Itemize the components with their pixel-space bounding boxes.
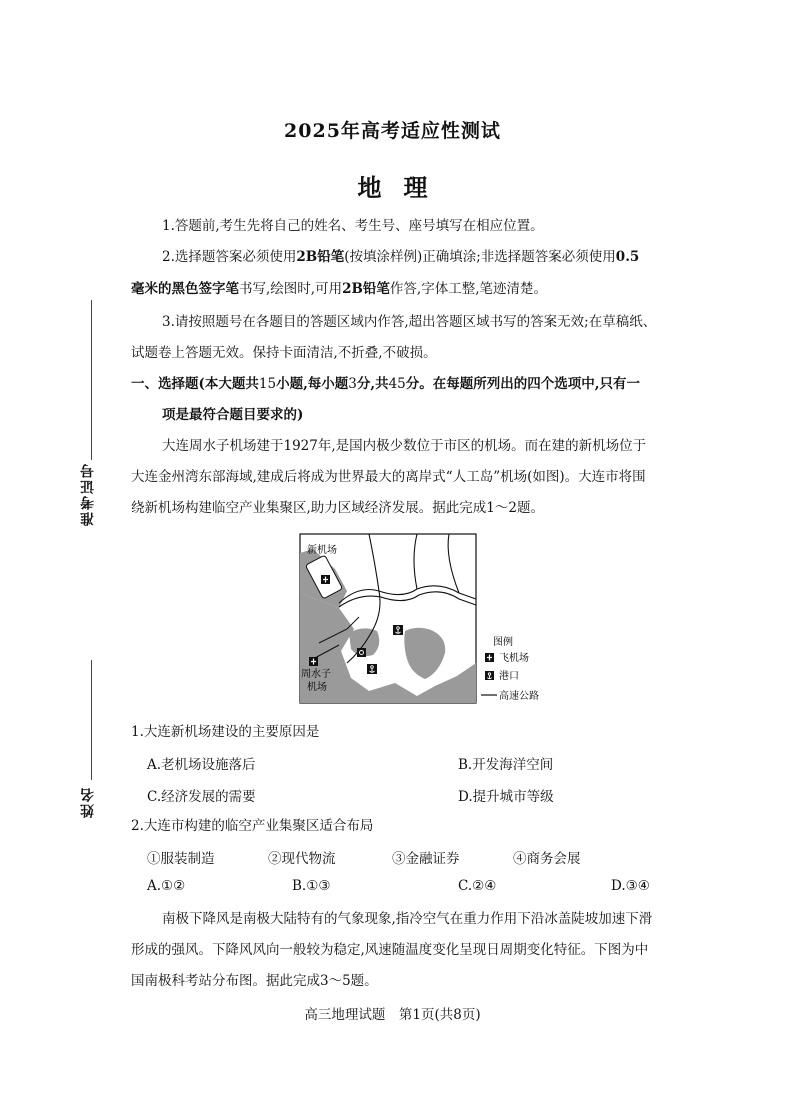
passage-2-line-1: 南极下降风是南极大陆特有的气象现象,指冷空气在重力作用下沿冰盖陡坡加速下滑 (162, 911, 653, 927)
section-heading-line-1 (131, 374, 640, 394)
port-icon-west (357, 648, 366, 657)
section-heading-total: 45 (388, 376, 406, 392)
exam-id-label: 准考证号 (80, 462, 96, 526)
q2-option-a[interactable]: A.①② (147, 878, 186, 894)
q1-option-b[interactable]: B.开发海洋空间 (458, 757, 554, 773)
q1-option-c[interactable]: C.经济发展的需要 (147, 789, 256, 805)
name-underline (91, 660, 92, 780)
instruction-2-text-f: 书写,绘图时,可用 (239, 281, 343, 297)
instruction-2-bold-a: 2B铅笔 (296, 249, 345, 265)
section-heading-d: 分。在每题所列出的四个选项中,只有一 (405, 376, 640, 392)
section-heading-points: 3 (348, 376, 357, 392)
instruction-2-bold-e: 毫米的黑色签字笔 (131, 281, 239, 297)
passage-2-line-2: 形成的强风。下降风风向一般较为稳定,风速随温度变化呈现日周期变化特征。下图为中 (131, 942, 649, 958)
map-zhoushuizi-label-2: 机场 (307, 682, 327, 693)
map-new-airport-label: 新机场 (307, 545, 337, 556)
q2-item-2: ②现代物流 (268, 851, 336, 867)
q2-item-3: ③金融证券 (392, 851, 460, 867)
legend-airport-label: 飞机场 (499, 653, 529, 664)
instruction-3-line-1: 3.请按照题号在各题目的答题区域内作答,超出答题区域书写的答案无效;在草稿纸、 (162, 314, 657, 330)
instruction-3-line-2: 试题卷上答题无效。保持卡面清洁,不折叠,不破损。 (131, 345, 437, 361)
exam-title: 2025年高考适应性测试 (284, 120, 501, 142)
q2-option-d[interactable]: D.③④ (611, 878, 650, 894)
legend-highway-label: 高速公路 (499, 691, 539, 702)
legend-airport-icon (485, 653, 494, 662)
legend-port-label: 港口 (499, 671, 519, 682)
name-label: 姓名 (80, 786, 96, 818)
subject-title: 地理 (357, 173, 450, 202)
legend-port-icon (485, 671, 494, 680)
exam-id-underline (91, 300, 92, 460)
q2-item-1: ①服装制造 (147, 851, 215, 867)
zhoushuizi-airport-icon (309, 657, 318, 666)
q2-option-b[interactable]: B.①③ (292, 878, 331, 894)
section-heading-line-2: 项是最符合题目要求的) (162, 407, 304, 423)
instruction-2-line-2 (131, 279, 547, 299)
section-heading-count: 15 (258, 376, 277, 392)
q1-stem: 1.大连新机场建设的主要原因是 (131, 724, 320, 740)
section-heading-c: 分,共 (356, 376, 389, 392)
passage-1-line-2: 大连金州湾东部海域,建成后将成为世界最大的离岸式“人工岛”机场(如图)。大连市将围 (131, 469, 646, 485)
new-airport-icon (321, 575, 330, 584)
instruction-2-bold-d: 0.5 (615, 249, 640, 265)
port-icon-south (367, 664, 377, 674)
instruction-2-text-a: 2.选择题答案必须使用 (162, 249, 297, 265)
page-footer: 高三地理试题 第1页(共8页) (304, 1007, 481, 1023)
passage-1-line-3: 绕新机场构建临空产业集聚区,助力区域经济发展。据此完成1～2题。 (131, 500, 544, 516)
dalian-airport-map (299, 533, 554, 705)
q1-option-a[interactable]: A.老机场设施落后 (147, 757, 256, 773)
q1-option-d[interactable]: D.提升城市等级 (458, 789, 554, 805)
section-heading-b: 小题,每小题 (276, 376, 349, 392)
q2-item-4: ④商务会展 (513, 851, 581, 867)
instruction-2-line-1 (162, 247, 639, 267)
legend-title: 图例 (493, 637, 513, 648)
q2-option-c[interactable]: C.②④ (458, 878, 497, 894)
map-zhoushuizi-label-1: 周水子 (301, 669, 331, 680)
instruction-2-text-c: (按填涂样例)正确填涂;非选择题答案必须使用 (344, 249, 616, 265)
port-icon-east (393, 625, 403, 635)
instruction-2-bold-g: 2B铅笔 (342, 281, 390, 297)
instruction-2-text-h: 作答,字体工整,笔迹清楚。 (389, 281, 547, 297)
passage-2-line-3: 国南极科考站分布图。据此完成3～5题。 (131, 973, 378, 989)
passage-1-line-1: 大连周水子机场建于1927年,是国内极少数位于市区的机场。而在建的新机场位于 (162, 438, 647, 454)
instruction-1: 1.答题前,考生先将自己的姓名、考生号、座号填写在相应位置。 (162, 218, 544, 234)
q2-stem: 2.大连市构建的临空产业集聚区适合布局 (131, 818, 374, 834)
section-heading-a: 一、选择题(本大题共 (131, 376, 259, 392)
